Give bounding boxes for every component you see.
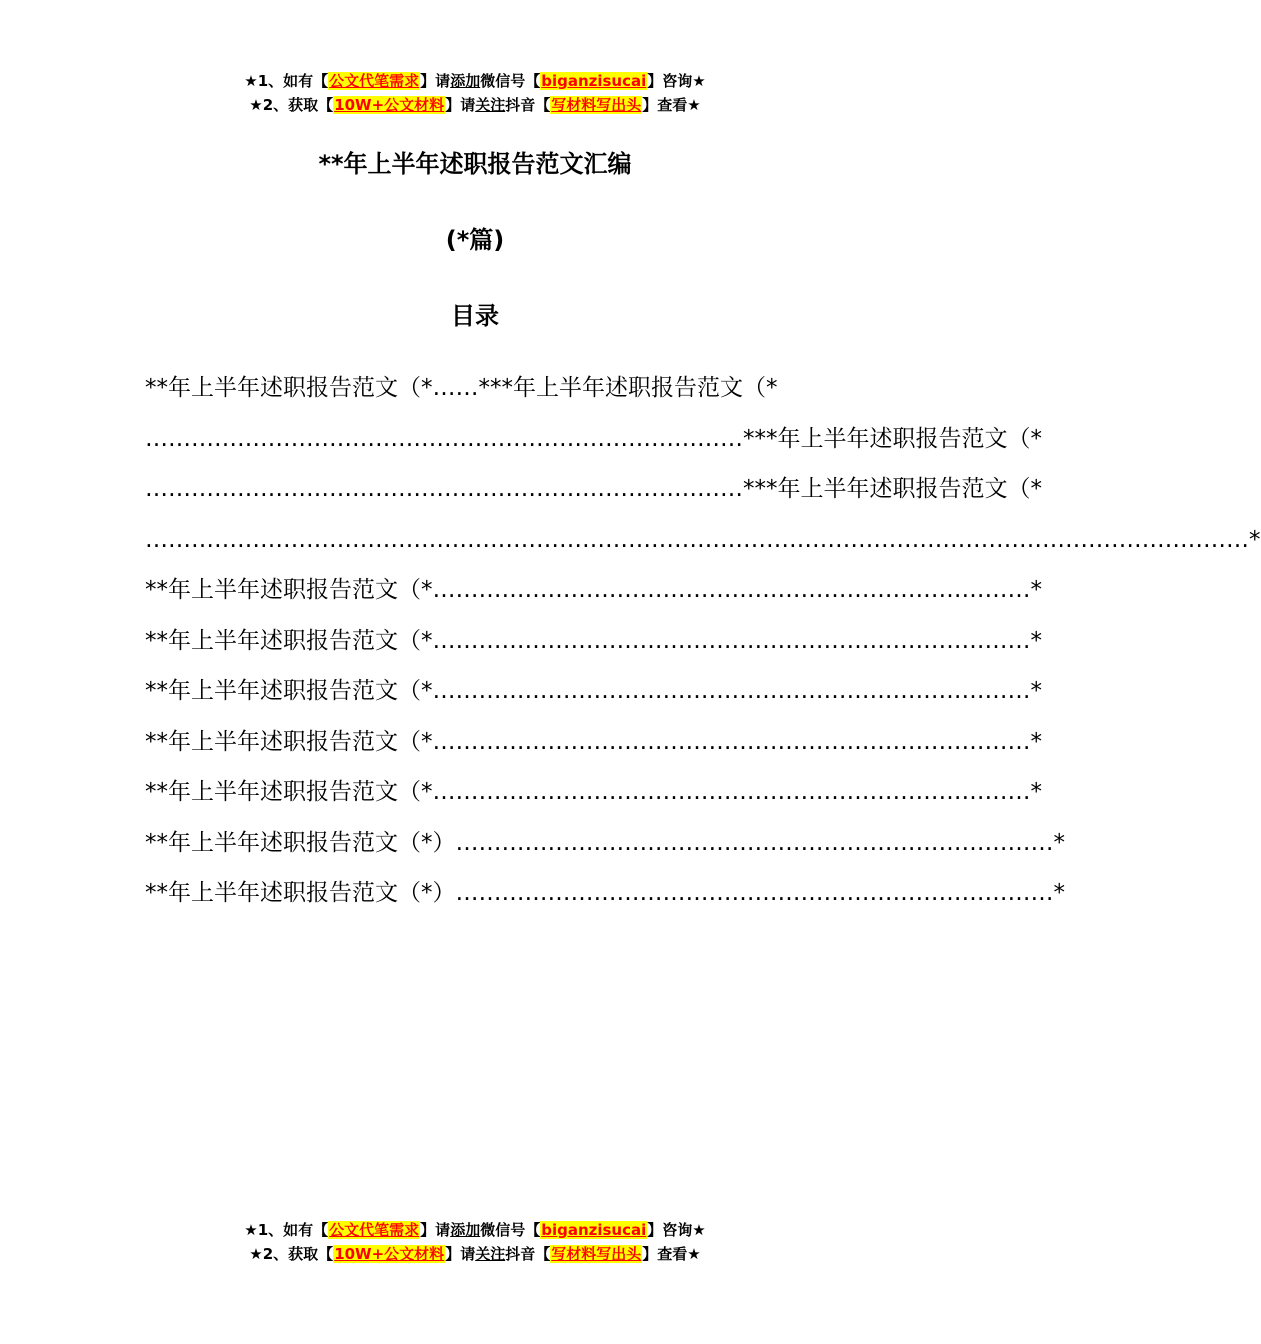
promo-highlight: 公文代笔需求 — [329, 1221, 420, 1239]
promo-emphasis: 关注 — [475, 96, 506, 114]
toc-leader-dots: …………………………………………………………………… — [432, 779, 1031, 805]
promo-highlight: 10W+公文材料 — [334, 1245, 445, 1263]
toc-entry-page: * — [1030, 627, 1042, 654]
toc-leader-dots: …………………………………………………………………… — [432, 577, 1031, 603]
promo-text: 抖音【 — [505, 1245, 551, 1263]
toc-leader-dots: …………………………………………………………………… — [145, 476, 743, 502]
toc-entry-page: * — [1030, 678, 1042, 704]
toc-entry[interactable] — [145, 565, 1042, 616]
document-title: **年上半年述职报告范文汇编 — [318, 150, 632, 178]
promo-text: 抖音【 — [505, 96, 551, 114]
promo-douyin-name: 写材料写出头 — [551, 96, 642, 114]
toc-entry-title: **年上半年述职报告范文（*） — [145, 880, 456, 906]
promo-text: 】请 — [420, 72, 451, 90]
toc-entry-page: ***年上半年述职报告范文（* — [743, 476, 1042, 502]
toc-leader-dots: ……………………………………………………………………………………………………………………………… — [145, 526, 1249, 553]
promo-emphasis: 关注 — [475, 1245, 506, 1263]
toc-leader-dots: …………………………………………………………………… — [432, 728, 1031, 755]
toc-entry[interactable] — [145, 767, 1042, 818]
promo-text: 】咨询★ — [647, 1221, 706, 1239]
promo-line-2 — [0, 93, 950, 117]
document-count: (*篇) — [445, 226, 505, 254]
toc-entry-title: **年上半年述职报告范文（* — [145, 779, 433, 805]
promo-text: 微信号【 — [480, 1221, 541, 1239]
toc-entry[interactable] — [145, 464, 1042, 515]
footer-promo-banner — [0, 1218, 950, 1266]
toc-leader-dots: …………………………………………………………………… — [432, 678, 1031, 704]
table-of-contents — [145, 363, 1261, 919]
toc-leader-dots: …………………………………………………………………… — [432, 627, 1031, 654]
toc-entry-title: **年上半年述职报告范文（* — [145, 678, 433, 704]
promo-text: ★1、如有【 — [244, 1221, 329, 1239]
promo-text: 】请 — [445, 1245, 476, 1263]
toc-entry[interactable] — [145, 666, 1042, 717]
promo-wechat-id: biganzisucai — [541, 72, 647, 90]
promo-text: 】查看★ — [642, 96, 701, 114]
toc-entry[interactable] — [145, 515, 1261, 566]
toc-entry[interactable] — [145, 616, 1042, 667]
toc-leader-dots: …………………………………………………………………… — [455, 829, 1054, 856]
toc-entry-page: * — [1053, 829, 1065, 856]
promo-line-2 — [0, 1242, 950, 1266]
toc-entry[interactable] — [145, 414, 1042, 465]
promo-text: 】查看★ — [642, 1245, 701, 1263]
toc-entry-title: **年上半年述职报告范文（*……***年上半年述职报告范文（* — [145, 375, 778, 401]
toc-entry-title: **年上半年述职报告范文（*） — [145, 829, 456, 856]
promo-text: ★2、获取【 — [249, 1245, 334, 1263]
toc-entry[interactable] — [145, 717, 1042, 768]
toc-entry-page: ***年上半年述职报告范文（* — [743, 425, 1042, 452]
toc-entry-page: * — [1030, 728, 1042, 755]
toc-leader-dots: …………………………………………………………………… — [145, 425, 743, 452]
promo-wechat-id: biganzisucai — [541, 1221, 647, 1239]
promo-line-1 — [0, 1218, 950, 1242]
promo-highlight: 10W+公文材料 — [334, 96, 445, 114]
toc-entry-page: * — [1030, 779, 1042, 805]
toc-entry-page: * — [1249, 526, 1261, 553]
toc-entry[interactable] — [145, 363, 850, 414]
promo-text: ★2、获取【 — [249, 96, 334, 114]
promo-text: 】请 — [445, 96, 476, 114]
toc-heading: 目录 — [451, 302, 499, 330]
toc-entry-title: **年上半年述职报告范文（* — [145, 728, 433, 755]
promo-text: ★1、如有【 — [244, 72, 329, 90]
toc-entry-title: **年上半年述职报告范文（* — [145, 627, 433, 654]
promo-highlight: 公文代笔需求 — [329, 72, 420, 90]
promo-text: 】请 — [420, 1221, 451, 1239]
toc-entry-page: * — [1053, 880, 1065, 906]
promo-emphasis: 添加 — [450, 1221, 481, 1239]
toc-entry-page: * — [1030, 577, 1042, 603]
toc-leader-dots — [778, 363, 851, 414]
promo-text: 微信号【 — [480, 72, 541, 90]
promo-emphasis: 添加 — [450, 72, 481, 90]
toc-leader-dots: …………………………………………………………………… — [455, 880, 1054, 906]
header-promo-banner — [0, 69, 950, 117]
toc-entry[interactable] — [145, 818, 1065, 869]
promo-text: 】咨询★ — [647, 72, 706, 90]
promo-douyin-name: 写材料写出头 — [551, 1245, 642, 1263]
toc-entry[interactable] — [145, 868, 1065, 919]
promo-line-1 — [0, 69, 950, 93]
toc-entry-title: **年上半年述职报告范文（* — [145, 577, 433, 603]
